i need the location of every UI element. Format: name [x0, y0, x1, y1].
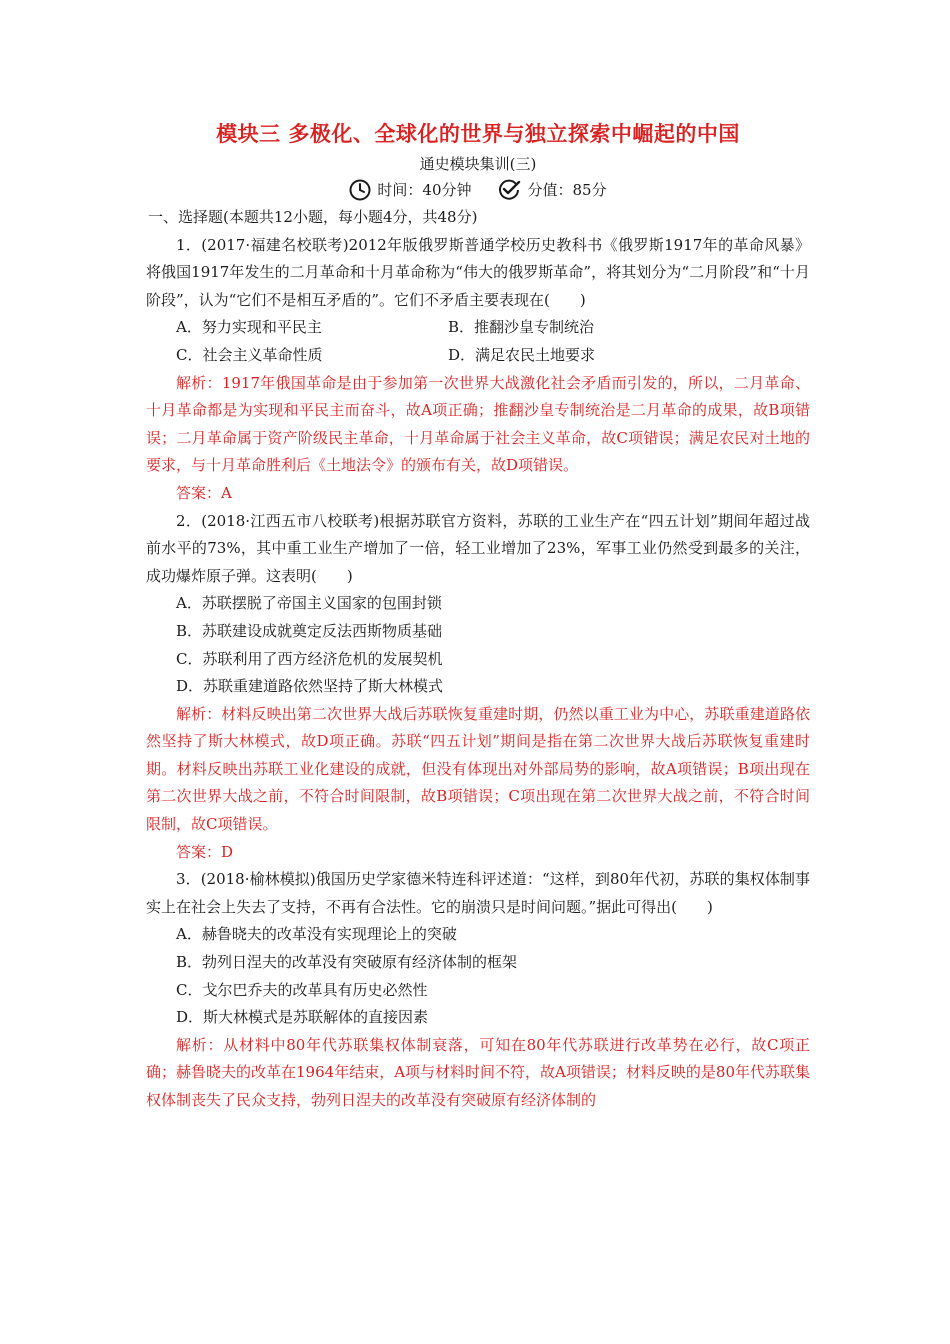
- question-1-stem: 1．(2017·福建名校联考)2012年版俄罗斯普通学校历史教科书《俄罗斯1917年的革命风暴》将俄国1917年发生的二月革命和十月革命称为“伟大的俄罗斯革命”，将其划分为“二月阶段”和“十月阶段”，认为“它们不是相互矛盾的”。它们不矛盾主要表现在( ): [146, 235, 810, 309]
- exam-meta: [146, 176, 810, 204]
- clock-icon: [349, 179, 371, 201]
- option-c: C．苏联利用了西方经济危机的发展契机: [176, 649, 443, 668]
- question-2-stem: 2．(2018·江西五市八校联考)根据苏联官方资料，苏联的工业生产在“四五计划”期间年超过战前水平的73%，其中重工业生产增加了一倍，轻工业增加了23%，军事工业仍然受到最多的关注，成功爆炸原子弹。这表明( ): [146, 511, 810, 585]
- document-page: [146, 118, 810, 1115]
- time-info: [349, 176, 471, 204]
- question-3-stem: 3．(2018·榆林模拟)俄国历史学家德米特连科评述道：“这样，到80年代初，苏联的集权体制事实上在社会上失去了支持，不再有合法性。它的崩溃只是时间问题。”据此可得出( ): [146, 870, 810, 916]
- option-a: A．赫鲁晓夫的改革没有实现理论上的突破: [176, 925, 457, 944]
- time-label: 时间：40分钟: [377, 181, 472, 199]
- option-c: C．社会主义革命性质: [176, 345, 323, 364]
- question-2-analysis: 解析：材料反映出第二次世界大战后苏联恢复重建时期，仍然以重工业为中心，苏联重建道路依然坚持了斯大林模式，故D项正确。苏联“四五计划”期间是指在第二次世界大战后苏联恢复重建时期。材料反映出苏联工业化建设的成就，但没有体现出对外部局势的影响，故A项错误；B项出现在第二次世界大战之前，不符合时间限制，故B项错误；C项出现在第二次世界大战之前，不符合时间限制，故C项错误。: [146, 704, 810, 834]
- question-3-analysis: 解析：从材料中80年代苏联集权体制衰落，可知在80年代苏联进行改革势在必行，故C项正确；赫鲁晓夫的改革在1964年结束，A项与材料时间不符，故A项错误；材料反映的是80年代苏联集权体制丧失了民众支持，勃列日涅夫的改革没有突破原有经济体制的: [146, 1035, 810, 1109]
- question-1-analysis: 解析：1917年俄国革命是由于参加第一次世界大战激化社会矛盾而引发的，所以，二月革命、十月革命都是为实现和平民主而奋斗，故A项正确；推翻沙皇专制统治是二月革命的成果，故B项错误；二月革命属于资产阶级民主革命，十月革命属于社会主义革命，故C项错误；满足农民对土地的要求，与十月革命胜利后《土地法令》的颁布有关，故D项错误。: [146, 373, 810, 475]
- option-a: A．苏联摆脱了帝国主义国家的包围封锁: [176, 594, 442, 613]
- score-label: 分值：85分: [527, 181, 607, 199]
- question-1-answer: 答案：A: [176, 483, 232, 502]
- option-b: B．推翻沙皇专制统治: [448, 318, 595, 337]
- score-info: [498, 176, 607, 204]
- page-subtitle: 通史模块集训(三): [419, 155, 537, 173]
- check-circle-icon: [498, 179, 522, 201]
- question-1-options: [146, 314, 810, 369]
- section-heading: 一、选择题(本题共12小题，每小题4分，共48分): [148, 208, 478, 226]
- option-a: A．努力实现和平民主: [176, 318, 322, 337]
- question-2-answer: 答案：D: [176, 842, 234, 861]
- option-d: D．苏联重建道路依然坚持了斯大林模式: [176, 677, 444, 696]
- page-title: 模块三 多极化、全球化的世界与独立探索中崛起的中国: [216, 121, 740, 146]
- option-b: B．勃列日涅夫的改革没有突破原有经济体制的框架: [176, 953, 518, 972]
- option-d: D．满足农民土地要求: [448, 345, 596, 364]
- option-c: C．戈尔巴乔夫的改革具有历史必然性: [176, 980, 428, 999]
- option-b: B．苏联建设成就奠定反法西斯物质基础: [176, 621, 443, 640]
- option-d: D．斯大林模式是苏联解体的直接因素: [176, 1008, 429, 1027]
